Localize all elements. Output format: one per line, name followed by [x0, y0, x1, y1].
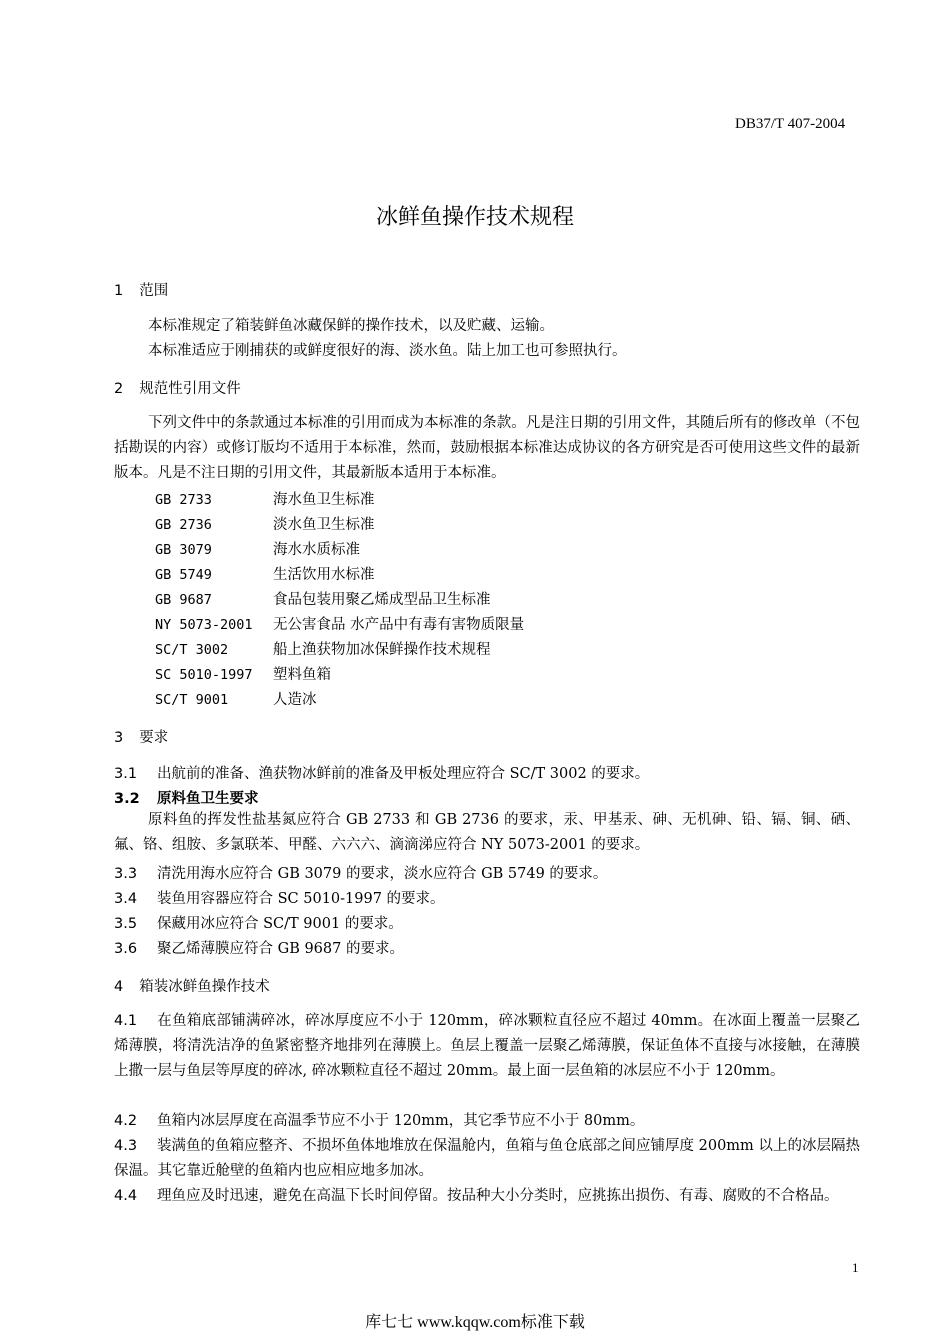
clause-text: 在鱼箱底部铺满碎冰，碎冰厚度应不小于 120mm，碎冰颗粒直径应不超过 40mm。在冰面上覆盖一层聚乙烯薄膜，将清洗洁净的鱼紧密整齐地排列在薄膜上。鱼层上覆盖一层聚乙烯薄膜，保证鱼体不直接与冰接触，在薄膜上撒一层与鱼层等厚度的碎冰, 碎冰颗粒直径不超过 20mm。最上面一层鱼箱的冰层应不小于 120mm。	[114, 1013, 860, 1079]
reference-name: 生活饮用水标准	[273, 567, 375, 583]
section-title: 规范性引用文件	[139, 381, 241, 397]
clause-text: 鱼箱内冰层厚度在高温季节应不小于 120mm，其它季节应不小于 80mm。	[157, 1113, 645, 1129]
section-2-intro: 下列文件中的条款通过本标准的引用而成为本标准的条款。凡是注日期的引用文件，其随后所有的修改单（不包括勘误的内容）或修订版均不适用于本标准，然而，鼓励根据本标准达成协议的各方研究是否可使用这些文件的最新版本。凡是不注日期的引用文件，其最新版本适用于本标准。	[114, 415, 860, 481]
clause-number: 3.2	[114, 791, 140, 807]
clause-number: 3.1	[114, 766, 138, 782]
document-title: 冰鲜鱼操作技术规程	[375, 205, 574, 230]
clause-number: 4.4	[114, 1188, 138, 1204]
clause-3-4	[114, 887, 445, 908]
clause-4-4	[114, 1184, 860, 1209]
clause-3-1	[114, 762, 649, 783]
reference-code: GB 9687	[155, 592, 212, 608]
clause-3-2-text: 原料鱼的挥发性盐基氮应符合 GB 2733 和 GB 2736 的要求，汞、甲基汞、砷、无机砷、铅、镉、铜、硒、氟、铬、组胺、多氯联苯、甲醛、六六六、滴滴涕应符合 NY 5073-2001 的要求。	[114, 812, 860, 853]
reference-item	[155, 511, 524, 536]
clause-4-1	[114, 1009, 860, 1084]
reference-code: SC 5010-1997	[155, 667, 253, 683]
section-title: 要求	[139, 730, 169, 746]
clause-number: 3.6	[114, 941, 138, 957]
reference-list	[155, 486, 524, 711]
reference-code: SC/T 3002	[155, 642, 229, 658]
reference-code: GB 3079	[155, 542, 212, 558]
clause-text: 保藏用冰应符合 SC/T 9001 的要求。	[157, 916, 403, 932]
clause-3-3	[114, 862, 607, 883]
reference-code: NY 5073-2001	[155, 617, 253, 633]
clause-text: 装满鱼的鱼箱应整齐、不损坏鱼体地堆放在保温舱内，鱼箱与鱼仓底部之间应铺厚度 200mm 以上的冰层隔热保温。其它靠近舱壁的鱼箱内也应相应地多加冰。	[114, 1138, 860, 1179]
reference-item	[155, 536, 524, 561]
section-title: 箱装冰鲜鱼操作技术	[139, 979, 270, 995]
clause-3-2-heading	[114, 787, 259, 808]
clause-4-2	[114, 1109, 644, 1130]
clause-text: 装鱼用容器应符合 SC 5010-1997 的要求。	[157, 891, 445, 907]
clause-text: 出航前的准备、渔获物冰鲜前的准备及甲板处理应符合 SC/T 3002 的要求。	[157, 766, 650, 782]
reference-code: GB 2736	[155, 517, 212, 533]
standard-code: DB37/T 407-2004	[735, 116, 846, 132]
clause-number: 3.4	[114, 891, 138, 907]
clause-number: 4.1	[114, 1013, 138, 1029]
clause-number: 4.2	[114, 1113, 138, 1129]
reference-name: 船上渔获物加冰保鲜操作技术规程	[273, 642, 491, 658]
reference-name: 人造冰	[273, 692, 317, 708]
reference-code: SC/T 9001	[155, 692, 229, 708]
section-title: 范围	[139, 283, 169, 299]
reference-item	[155, 586, 524, 611]
reference-code: GB 2733	[155, 492, 212, 508]
reference-name: 食品包装用聚乙烯成型品卫生标准	[273, 592, 491, 608]
section-number: 4	[114, 979, 124, 995]
reference-name: 淡水鱼卫生标准	[273, 517, 375, 533]
section-3-heading	[114, 726, 168, 747]
reference-name: 无公害食品 水产品中有毒有害物质限量	[273, 617, 525, 633]
clause-4-3	[114, 1134, 860, 1184]
reference-name: 海水水质标准	[273, 542, 360, 558]
reference-item	[155, 661, 524, 686]
reference-name: 塑料鱼箱	[273, 667, 331, 683]
clause-text: 聚乙烯薄膜应符合 GB 9687 的要求。	[157, 941, 404, 957]
reference-code: GB 5749	[155, 567, 212, 583]
clause-text: 理鱼应及时迅速，避免在高温下长时间停留。按品种大小分类时，应挑拣出损伤、有毒、腐败的不合格品。	[157, 1188, 839, 1204]
reference-item	[155, 486, 524, 511]
paragraph: 本标准规定了箱装鲜鱼冰藏保鲜的操作技术，以及贮藏、运输。	[148, 318, 554, 334]
section-number: 2	[114, 381, 124, 397]
clause-number: 3.3	[114, 866, 138, 882]
reference-name: 海水鱼卫生标准	[273, 492, 375, 508]
footer-watermark[interactable]: 库七七 www.kqqw.com标准下载	[365, 1314, 585, 1331]
clause-3-6	[114, 937, 404, 958]
section-2-heading	[114, 377, 241, 398]
clause-title: 原料鱼卫生要求	[157, 791, 259, 807]
clause-text: 清洗用海水应符合 GB 3079 的要求，淡水应符合 GB 5749 的要求。	[157, 866, 608, 882]
clause-number: 3.5	[114, 916, 138, 932]
section-1-heading	[114, 279, 168, 300]
clause-3-5	[114, 912, 403, 933]
reference-item	[155, 611, 524, 636]
clause-number: 4.3	[114, 1138, 138, 1154]
reference-item	[155, 636, 524, 661]
reference-item	[155, 686, 524, 711]
section-4-heading	[114, 975, 270, 996]
section-number: 1	[114, 283, 124, 299]
section-number: 3	[114, 730, 124, 746]
paragraph: 本标准适应于刚捕获的或鲜度很好的海、淡水鱼。陆上加工也可参照执行。	[148, 343, 627, 359]
reference-item	[155, 561, 524, 586]
page-number: 1	[852, 1260, 859, 1275]
